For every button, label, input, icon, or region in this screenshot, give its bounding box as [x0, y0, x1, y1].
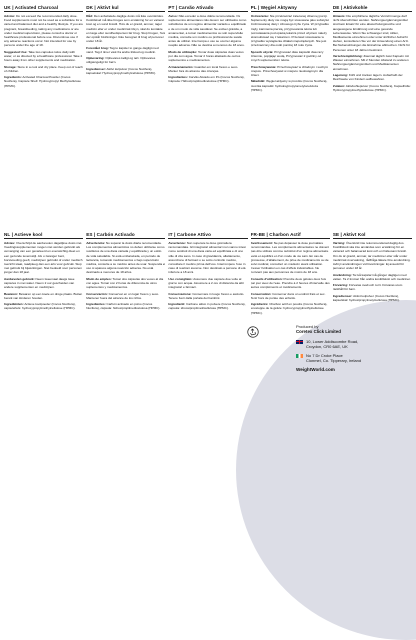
paragraph-text: Tomar duas cápsulas duas vezes por dia com água. Tomar 2 horas afastado de outros suplementos e medicamentos. — [168, 49, 244, 63]
paragraph-text: Neem tweemaal daags twee capsules in met water. Neem 2 uur gescheiden van andere supplementen en medicijnen. — [4, 276, 75, 290]
paragraph-label: Storage: — [4, 64, 17, 69]
ireland-flag-icon — [296, 354, 303, 359]
paragraph-text: Aktivkohlepulver (Cocos Nucifera), Kapselhülle: Hydroxypropylmethylcellulose (HPMC). — [332, 83, 411, 92]
info-paragraph — [333, 54, 412, 71]
paragraph-label: Ingredientes: — [86, 302, 106, 307]
paragraph-label: Ingredientes: — [168, 75, 188, 80]
paragraph-label: Förvaring: — [332, 283, 349, 288]
paragraph-label: Foreslået brug: — [86, 45, 109, 50]
paragraph-text: Den anbefalede daglige dosis må ikke overskrides. Kosttilskud må ikke bruges som erstatning for en varieret kost og en sund livsstil. Hvis du er gravid, ammer, tager medicin eller er under medicinsk tilsyn, skal du kontakte en læge eller sundhedsperson før brug. Stop brugen, hvis der opstår bivirkninger. Ikke beregnet til brug af personer under 18 år. — [86, 14, 166, 44]
address-entry — [296, 353, 414, 363]
paragraph-label: Conservation: — [250, 291, 272, 296]
paragraph-label: Suggested Use: — [4, 49, 28, 54]
address-line: No 7 Dr Croke Place — [306, 353, 343, 358]
language-title: PT | Carvão Ativado — [168, 5, 247, 12]
website-link[interactable]: WeightWorld.com — [296, 367, 335, 372]
paragraph-label: Aviso: — [168, 14, 178, 18]
language-title: UK | Activated Charcoal — [4, 5, 83, 12]
info-paragraph — [333, 73, 412, 81]
language-title: PL | Węgiel Aktywny — [251, 5, 330, 12]
language-body — [4, 14, 83, 90]
info-paragraph — [333, 294, 412, 302]
producer-label: Produced by — [296, 324, 319, 329]
language-column — [168, 232, 247, 412]
paragraph-text: Do not exceed the recommended daily dose. Food supplements must not be used as a substitute for a varied and balanced diet and a healthy lifestyle. If you are pregnant, breastfeeding, taking any medications or are under medical supervision, please consult a doctor or healthcare professional before use. Discontinue use if any adverse reactions occur. Not intended for use by persons under the age of 18. — [4, 14, 83, 48]
paragraph-text: Przyjmować dwie kapsułki dwa razy dziennie, popijając wodą. Przyjmować 2 godziny od innych suplementów i leków. — [250, 49, 324, 63]
paragraph-label: Aanbevolen gebruik: — [4, 276, 35, 281]
paragraph-label: Składniki: — [250, 79, 266, 84]
info-paragraph — [168, 241, 247, 275]
paragraph-label: Ingrédients: — [250, 302, 269, 307]
recycle-icon — [247, 326, 259, 338]
paragraph-text: Actieve koolpoeder (Cocos Nucifera), capsulehuls: hydroxypropylmethylcellulose (HPMC). — [4, 302, 76, 311]
info-paragraph — [168, 65, 247, 73]
paragraph-label: Verzehrempfehlung: — [332, 54, 363, 59]
info-paragraph — [86, 292, 165, 300]
info-paragraph — [4, 277, 83, 290]
language-title: IT | Carbone Attivo — [168, 232, 247, 239]
paragraph-text: Carvão Ativado em Pó (Cocos Nucifera), Cápsula: Hidroxipropilmetilcelulose (HPMC). — [168, 75, 245, 84]
paragraph-text: Nie przekraczać zalecanej dziennej porcji. Suplementy diety nie mogą być stosowane jako substytut zróżnicowanej diety i zdrowego trybu życia. W przypadku ciąży, karmienia piersią, przyjmowania leków lub pozostawania pod opieką lekarza przed użyciem należy skonsultować się z lekarzem. Przerwać stosowanie w przypadku wystąpienia działań niepożądanych. Nie jest przeznaczony dla osób poniżej 18 roku życia. — [250, 14, 330, 48]
language-title: FR-BE | Charbon Actif — [251, 232, 330, 239]
paragraph-text: Guardar em local fresco e seco. Manter fora do alcance das crianças. — [168, 64, 239, 73]
language-column — [86, 232, 165, 412]
paragraph-text: Store in a cool and dry place. Keep out of reach of children. — [4, 64, 83, 73]
info-paragraph — [4, 75, 83, 88]
paragraph-text: Zweimal täglich zwei Kapseln mit Wasser einnehmen. Mit 2 Stunden Abstand zu anderen Nahrungsergänzungsmitteln und Medikamenten einnehmen. — [332, 54, 409, 71]
info-paragraph — [333, 14, 412, 52]
address-lines — [306, 353, 361, 363]
address-entry — [296, 339, 414, 349]
bottom-language-row — [4, 232, 412, 412]
paragraph-text: Aktivt kolpulver (Cocos Nucifera), kapselskal: hydroxipropylmetylcellulosa (HPMC). — [332, 293, 400, 302]
paragraph-label: Varning: — [332, 241, 346, 245]
paragraph-text: Kühl und trocken lagern. Außerhalb der Reichweite von Kindern aufbewahren. — [332, 73, 403, 82]
paragraph-text: Conservare in luogo fresco e asciutto. Tenere fuori dalla portata dei bambini. — [168, 291, 245, 300]
language-title: NL | Actieve kool — [4, 232, 83, 239]
language-column — [4, 5, 83, 227]
info-paragraph — [86, 67, 165, 75]
language-column — [4, 232, 83, 412]
language-column — [86, 5, 165, 227]
paragraph-label: Ostrzeżenie: — [250, 14, 270, 18]
paragraph-text: Charbon actif en poudre (Cocos Nucifera), enveloppe de la gélule: hydroxypropylméthylcellulose (HPMC). — [250, 302, 328, 315]
info-paragraph — [251, 50, 330, 63]
info-paragraph — [4, 292, 83, 300]
info-paragraph — [251, 241, 330, 275]
address-line: Croydon, CR0 6AE, UK — [306, 344, 348, 349]
paragraph-text: Ta två kapslar två gånger dagligen med vatten. Ta 2 timmar från andra kosttillskott och mediciner. — [332, 272, 411, 281]
paragraph-label: Sposób użycia: — [250, 49, 274, 54]
info-paragraph — [86, 302, 165, 310]
language-body — [4, 241, 83, 313]
info-paragraph — [333, 241, 412, 270]
info-paragraph — [4, 14, 83, 48]
producer-block — [296, 324, 414, 372]
info-paragraph — [168, 50, 247, 63]
paragraph-text: Węgiel aktywny w proszku (Cocos Nucifera), otoczka kapsułki: hydroksypropylometyloceluloza (HPMC). — [250, 79, 328, 92]
info-paragraph — [168, 302, 247, 310]
paragraph-text: Överskrid inte rekommenderad daglig dos. Kosttillskott ska inte användas som ersättning för en varierad och balanserad kost och en hälsosam livsstil. Om du är gravid, ammar, tar mediciner eller står under medicinsk övervakning, rådfråga läkare före användning. Avbryt användningen vid biverkningar. Ej avsedd för personer under 18 år. — [332, 241, 411, 271]
address-list — [296, 339, 414, 363]
paragraph-label: Hinweis: — [332, 14, 346, 18]
info-paragraph — [4, 302, 83, 310]
info-paragraph — [86, 56, 165, 64]
address-lines — [306, 339, 358, 349]
language-body — [86, 241, 165, 313]
info-paragraph — [251, 292, 330, 300]
info-paragraph — [251, 79, 330, 92]
info-paragraph — [333, 283, 412, 291]
paragraph-text: Conserver dans un endroit frais et sec. Tenir hors de portée des enfants. — [250, 291, 326, 300]
top-language-row — [4, 5, 412, 227]
language-body — [86, 14, 165, 77]
paragraph-label: Råd: — [86, 14, 94, 18]
language-title: DE | Aktivkohle — [333, 5, 412, 12]
info-paragraph — [251, 65, 330, 78]
paragraph-text: Tag to kapsler to gange dagligt med vand. Tag 2 timer væk fra andre tilskud og medicin. — [86, 45, 159, 54]
language-body — [168, 14, 247, 86]
paragraph-label: Przechowywanie: — [250, 64, 277, 69]
paragraph-label: Bewaren: — [4, 291, 18, 296]
info-paragraph — [4, 241, 83, 275]
producer-company: Coretex Click Limited — [296, 329, 341, 334]
paragraph-text: Przechowywać w chłodnym i suchym miejscu. Przechowywać w miejscu niedostępnym dla dzieci. — [250, 64, 329, 78]
paragraph-label: Ingrediënten: — [4, 302, 24, 307]
paragraph-label: Zutaten: — [332, 83, 346, 88]
address-line: Clonmel, Co. Tipperary, Ireland — [306, 358, 362, 363]
paragraph-label: Ingredienser: — [332, 293, 353, 298]
paragraph-label: Advertencia: — [86, 241, 105, 245]
paragraph-label: Ingredienser: — [86, 66, 106, 71]
info-paragraph — [86, 14, 165, 43]
paragraph-text: Conservar en un lugar fresco y seco. Mantener fuera del alcance de los niños. — [86, 291, 160, 300]
paragraph-text: Activated Charcoal Powder (Cocos Nucifera), Capsule Shell: Hydroxypropyl Methylcellulose (HPMC). — [4, 75, 81, 88]
paragraph-label: Advies: — [4, 241, 16, 245]
paragraph-text: Aktivt kulpulver (Cocos Nucifera), kapselskal: Hydroxypropylmethylcellulose (HPMC). — [86, 66, 157, 75]
language-column — [333, 232, 412, 412]
paragraph-text: Assumere due capsule due volte al giorno con acqua. Assumere a 2 ore di distanza da altri integratori e farmaci. — [168, 276, 244, 290]
paragraph-label: Opbevaring: — [86, 56, 105, 61]
info-paragraph — [168, 277, 247, 290]
language-body — [168, 241, 247, 313]
paragraph-text: Take two capsules twice daily with water, or as directed by a healthcare professional. Take 2 hours away from other supplements and medication. — [4, 49, 83, 63]
paragraph-label: Användning: — [332, 272, 352, 277]
info-paragraph — [4, 50, 83, 63]
info-paragraph — [251, 302, 330, 315]
language-body — [251, 14, 330, 94]
paragraph-label: Ingredienti: — [168, 302, 186, 307]
paragraph-label: Avertissement: — [250, 241, 273, 245]
info-paragraph — [168, 292, 247, 300]
language-column — [251, 232, 330, 412]
paragraph-label: Modo de empleo: — [86, 276, 112, 281]
paragraph-text: Carbón activado en polvo (Cocos Nucifera), cápsula: hidroxipropilmetilcelulosa (HPMC). — [86, 302, 161, 311]
paragraph-text: Tomar dos cápsulas dos veces al día con agua. Tomar con 2 horas de diferencia de otros suplementos y medicamentos. — [86, 276, 164, 290]
language-body — [333, 14, 412, 94]
paragraph-label: Avvertenze: — [168, 241, 186, 245]
language-body — [333, 241, 412, 304]
paragraph-text: Carbone attivo in polvere (Cocos Nucifera), capsula: idrossipropilmetilcellulosa (HPMC). — [168, 302, 246, 311]
paragraph-text: Ne pas dépasser la dose journalière recommandée. Les compléments alimentaires ne doivent pas être utilisés comme substitut d'un régime alimentaire varié et équilibré et d'un mode de vie sain. En cas de grossesse, d'allaitement, de prise de médicaments ou de suivi médical, consultez un médecin avant utilisation. Cesser l'utilisation en cas d'effets indésirables. Ne convient pas aux personnes de moins de 18 ans. — [250, 241, 330, 275]
paragraph-text: Förvaras svalt och torrt. Förvaras utom räckhåll för barn. — [332, 283, 403, 292]
paragraph-text: Opbevares køligt og tørt. Opbevares utilgængeligt for børn. — [86, 56, 156, 65]
paragraph-label: Conservación: — [86, 291, 108, 296]
language-body — [251, 241, 330, 317]
info-paragraph — [251, 14, 330, 48]
paragraph-label: Conseils d'utilisation: — [250, 276, 283, 281]
paragraph-text: Prendre deux gélules deux fois par jour avec de l'eau. Prendre à 2 heures d'intervalle des autres compléments et médicaments. — [250, 276, 330, 290]
paragraph-text: Non superare la dose giornaliera raccomandata. Gli integratori alimentari non vanno intesi come sostituti di una dieta varia ed equilibrata e di uno stile di vita sano. In caso di gravidanza, allattamento, assunzione di farmaci o se sotto controllo medico, consultare il medico prima dell'uso. Interrompere l'uso in caso di reazioni avverse. Non destinato a persone di età inferiore a 18 anni. — [168, 241, 246, 275]
info-paragraph — [4, 65, 83, 73]
paragraph-label: Ingredients: — [4, 75, 22, 80]
info-paragraph — [86, 46, 165, 54]
language-title: DK | Aktivt kul — [86, 5, 165, 12]
language-title: ES | Carbón Activado — [86, 232, 165, 239]
paragraph-text: No superar la dosis diaria recomendada. Los complementos alimenticios no deben utilizarse como sustitutos de una dieta variada y equilibrada y un estilo de vida saludable. Si está embarazada, en periodo de lactancia, tomando medicamentos o bajo supervisión médica, consulte a su médico antes de usar. Suspenda el uso si aparece alguna reacción adversa. No está destinado a menores de 18 años. — [86, 241, 166, 275]
paragraph-label: Conservazione: — [168, 291, 192, 296]
language-column — [333, 5, 412, 227]
language-title: SE | Aktivt Kol — [333, 232, 412, 239]
info-paragraph — [86, 241, 165, 275]
paragraph-label: Armazenamento: — [168, 64, 194, 69]
info-paragraph — [333, 84, 412, 92]
language-column — [251, 5, 330, 227]
address-line: 10, Lower Addiscombe Road, — [306, 339, 359, 344]
info-paragraph — [86, 277, 165, 290]
paragraph-label: Lagerung: — [332, 73, 348, 78]
language-column — [168, 5, 247, 227]
paragraph-label: Advice: — [4, 14, 16, 18]
info-paragraph — [251, 277, 330, 290]
info-paragraph — [333, 273, 412, 281]
paragraph-label: Uso consigliato: — [168, 276, 193, 281]
info-paragraph — [168, 14, 247, 48]
paragraph-text: Bewaren op een koele en droge plaats. Buiten bereik van kinderen houden. — [4, 291, 83, 300]
paragraph-label: Modo de utilização: — [168, 49, 198, 54]
uk-flag-icon — [296, 340, 303, 345]
info-paragraph — [168, 75, 247, 83]
paragraph-text: Die empfohlene tägliche Verzehrmenge darf nicht überschritten werden. Nahrungsergänzungsmittel sind kein Ersatz für eine abwechslungsreiche und ausgewogene Ernährung und eine gesunde Lebensweise. Wenn Sie schwanger sind, stillen, Medikamente einnehmen oder unter ärztlicher Aufsicht stehen, konsultieren Sie vor der Anwendung einen Arzt. Bei Nebenwirkungen die Einnahme abbrechen. Nicht für Personen unter 18 Jahren bestimmt. — [332, 14, 410, 52]
paragraph-text: Não exceder a dose diária recomendada. Os suplementos alimentares não devem ser utilizados como substitutos de um regime alimentar variado e equilibrado e de um modo de vida saudável. Se estiver grávida, a amamentar, a tomar medicamentos ou sob supervisão médica, consulte um médico ou profissional de saúde antes de utilizar. Interrompa o uso se ocorrer alguma reação adversa. Não se destina a menores de 18 anos. — [168, 14, 247, 48]
paragraph-text: Overschrijd de aanbevolen dagelijkse dosis niet. Voedingssupplementen mogen niet worden gebruikt als vervanging van een gevarieerd en evenwichtig dieet en een gezonde levensstijl. Als u zwanger bent, borstvoeding geeft, medicijnen gebruikt of onder medisch toezicht staat, raadpleeg dan een arts voor gebruik. Stop met gebruik bij bijwerkingen. Niet bedoeld voor personen jonger dan 18 jaar. — [4, 241, 83, 275]
